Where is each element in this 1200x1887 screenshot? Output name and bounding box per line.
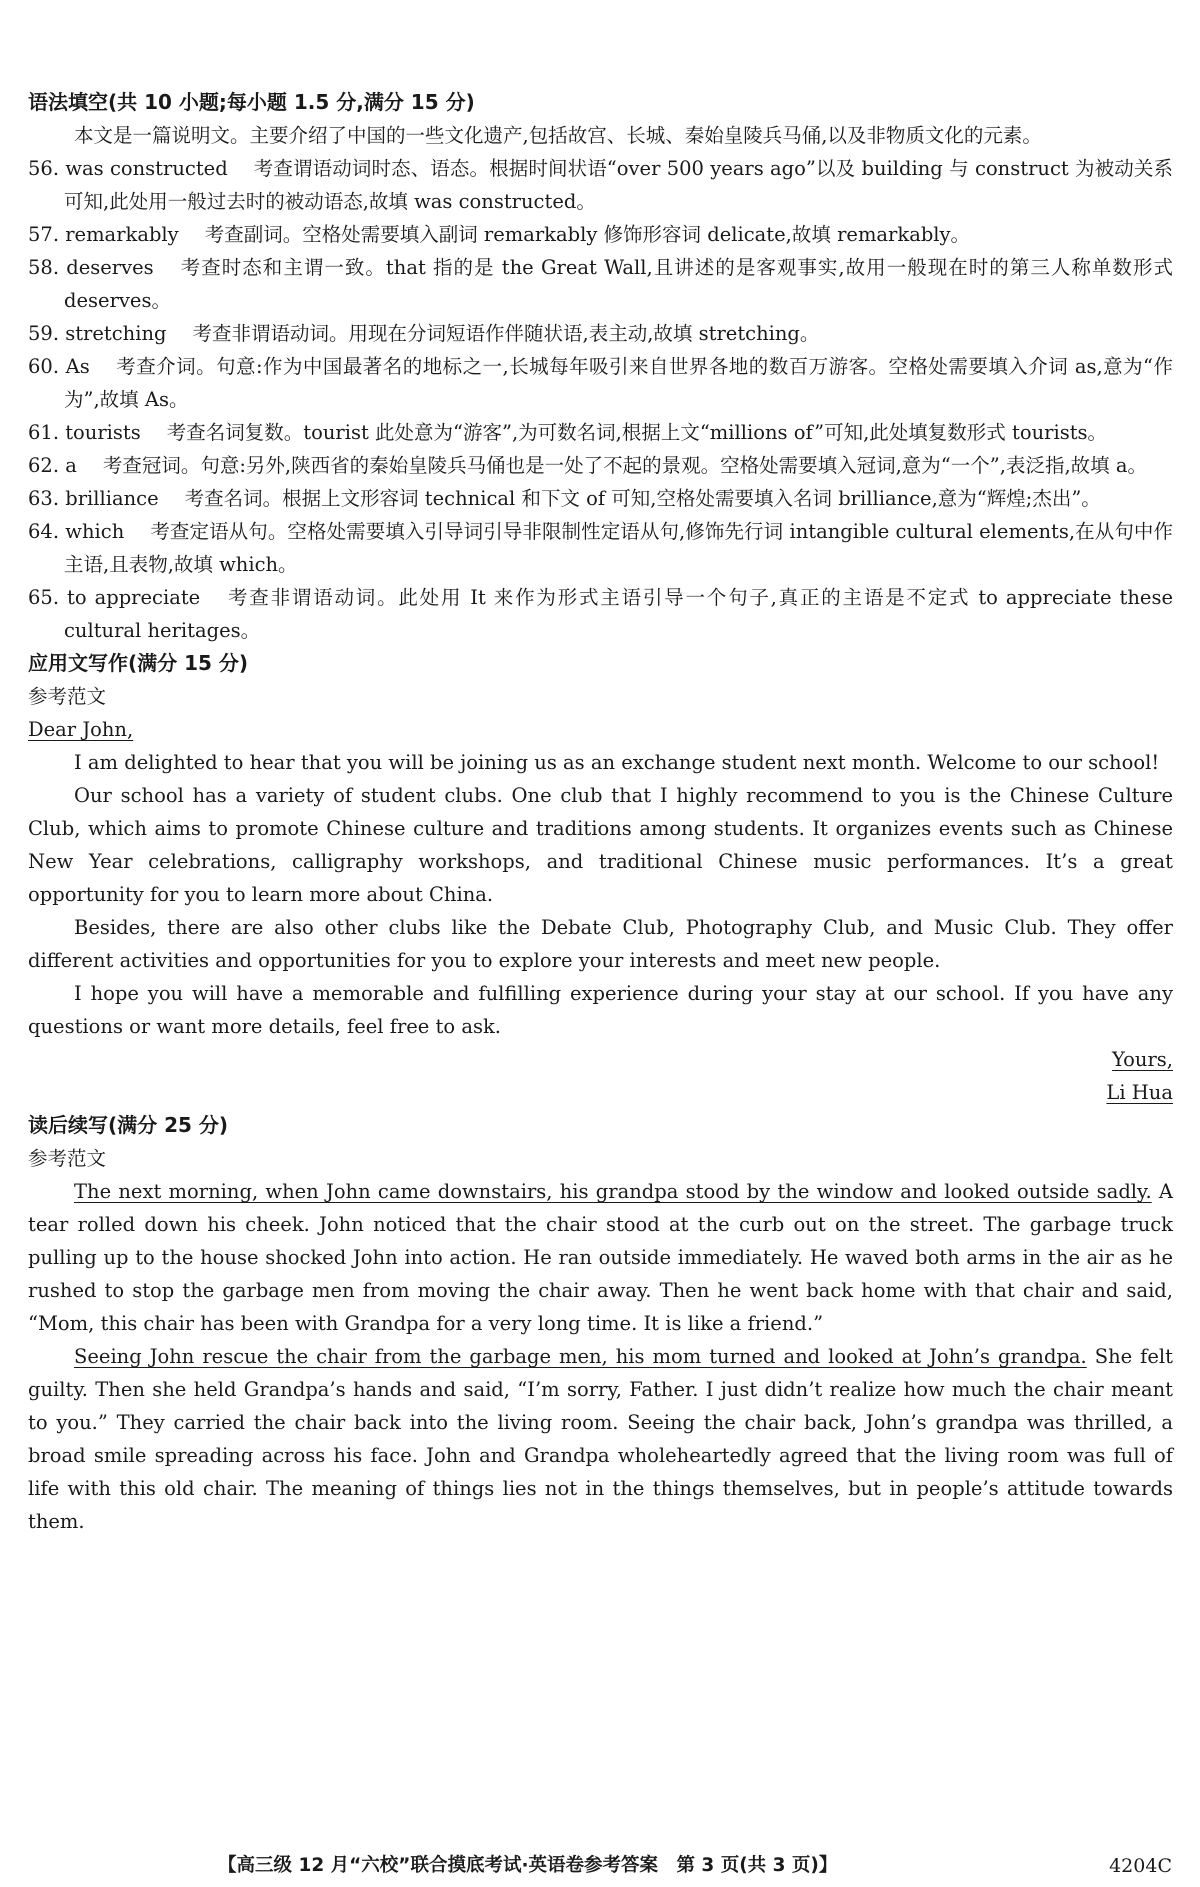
given-first-sentence: The next morning, when John came downstairs, his grandpa stood by the window and looked outside sadly. xyxy=(74,1180,1152,1203)
answer-item-62 xyxy=(28,449,1173,482)
letter-paragraph: Besides, there are also other clubs like the Debate Club, Photography Club, and Music Club. They offer different activities and opportunities for you to explore your interests and meet new people. xyxy=(28,916,1173,972)
page-footer xyxy=(0,1852,1200,1880)
given-first-sentence: Seeing John rescue the chair from the garbage men, his mom turned and looked at John’s grandpa. xyxy=(74,1345,1087,1368)
answer-item-61 xyxy=(28,416,1173,449)
continuation-sample-label: 参考范文 xyxy=(28,1147,107,1170)
answer-explanation: 考查非谓语动词。用现在分词短语作伴随状语,表主动,故填 stretching。 xyxy=(192,322,820,345)
letter-paragraph: Our school has a variety of student clubs. One club that I highly recommend to you is the Chinese Culture Club, which aims to promote Chinese culture and traditions among students. It organizes events such as Chinese New Year celebrations, calligraphy workshops, and traditional Chinese music performances. It’s a great opportunity for you to learn more about China. xyxy=(28,784,1173,906)
answer-key: 63. brilliance xyxy=(28,487,159,510)
grammar-intro: 本文是一篇说明文。主要介绍了中国的一些文化遗产,包括故宫、长城、秦始皇陵兵马俑,以及非物质文化的元素。 xyxy=(74,124,1042,147)
answer-item-56 xyxy=(28,152,1173,218)
answer-item-63 xyxy=(28,482,1173,515)
answer-item-65 xyxy=(28,581,1173,647)
grammar-answer-list xyxy=(28,152,1173,647)
answer-item-64 xyxy=(28,515,1173,581)
answer-key: 58. deserves xyxy=(28,256,154,279)
footer-title: 【高三级 12 月“六校”联合摸底考试·英语卷参考答案 第 3 页(共 3 页)】 xyxy=(218,1855,838,1876)
answer-page xyxy=(28,86,1173,1538)
answer-key: 62. a xyxy=(28,454,77,477)
answer-explanation: 考查谓语动词时态、语态。根据时间状语“over 500 years ago”以及 building 与 construct 为被动关系可知,此处用一般过去时的被动语态,故填 was constructed。 xyxy=(64,157,1173,213)
answer-item-58 xyxy=(28,251,1173,317)
letter-closing: Yours, xyxy=(1111,1048,1173,1071)
answer-explanation: 考查冠词。句意:另外,陕西省的秦始皇陵兵马俑也是一处了不起的景观。空格处需要填入冠词,意为“一个”,表泛指,故填 a。 xyxy=(102,454,1147,477)
answer-key: 61. tourists xyxy=(28,421,141,444)
letter-paragraph: I am delighted to hear that you will be joining us as an exchange student next month. Welcome to our school! xyxy=(74,751,1160,774)
practical-writing-section-title: 应用文写作(满分 15 分) xyxy=(28,651,249,675)
answer-explanation: 考查时态和主谓一致。that 指的是 the Great Wall,且讲述的是客观事实,故用一般现在时的第三人称单数形式 deserves。 xyxy=(64,256,1173,312)
answer-explanation: 考查副词。空格处需要填入副词 remarkably 修饰形容词 delicate,故填 remarkably。 xyxy=(204,223,971,246)
answer-explanation: 考查介词。句意:作为中国最著名的地标之一,长城每年吸引来自世界各地的数百万游客。空格处需要填入介词 as,意为“作为”,故填 As。 xyxy=(64,355,1173,411)
answer-key: 60. As xyxy=(28,355,90,378)
continuation-writing-section-title: 读后续写(满分 25 分) xyxy=(28,1113,229,1137)
answer-explanation: 考查定语从句。空格处需要填入引导词引导非限制性定语从句,修饰先行词 intangible cultural elements,在从句中作主语,且表物,故填 which。 xyxy=(64,520,1173,576)
footer-code: 4204C xyxy=(1109,1855,1172,1877)
answer-key: 64. which xyxy=(28,520,125,543)
continuation-paragraph-2 xyxy=(28,1340,1173,1538)
paragraph-body: A tear rolled down his cheek. John noticed that the chair stood at the curb out on the street. The garbage truck pulling up to the house shocked John into action. He ran outside immediately. He waved both arms in the air as he rushed to stop the garbage men from moving the chair away. Then he went back home with that chair and said, “Mom, this chair has been with Grandpa for a very long time. It is like a friend.” xyxy=(28,1180,1174,1335)
answer-explanation: 考查名词。根据上文形容词 technical 和下文 of 可知,空格处需要填入名词 brilliance,意为“辉煌;杰出”。 xyxy=(184,487,1101,510)
letter-paragraph: I hope you will have a memorable and fulfilling experience during your stay at our school. If you have any questions or want more details, feel free to ask. xyxy=(28,982,1173,1038)
answer-key: 56. was constructed xyxy=(28,157,228,180)
continuation-paragraph-1 xyxy=(28,1175,1173,1340)
answer-explanation: 考查名词复数。tourist 此处意为“游客”,为可数名词,根据上文“millions of”可知,此处填复数形式 tourists。 xyxy=(166,421,1108,444)
letter-signature: Li Hua xyxy=(1106,1081,1173,1104)
paragraph-body: She felt guilty. Then she held Grandpa’s hands and said, “I’m sorry, Father. I just didn’t realize how much the chair meant to you.” They carried the chair back into the living room. Seeing the chair back, John’s grandpa was thrilled, a broad smile spreading across his face. John and Grandpa wholeheartedly agreed that the living room was full of life with this old chair. The meaning of things lies not in the things themselves, but in people’s attitude towards them. xyxy=(28,1345,1173,1533)
answer-item-59 xyxy=(28,317,1173,350)
grammar-section-title: 语法填空(共 10 小题;每小题 1.5 分,满分 15 分) xyxy=(28,90,475,114)
letter-salutation: Dear John, xyxy=(28,718,134,741)
answer-key: 65. to appreciate xyxy=(28,586,201,609)
answer-key: 57. remarkably xyxy=(28,223,179,246)
answer-key: 59. stretching xyxy=(28,322,167,345)
answer-explanation: 考查非谓语动词。此处用 It 来作为形式主语引导一个句子,真正的主语是不定式 to appreciate these cultural heritages。 xyxy=(64,586,1173,642)
answer-item-60 xyxy=(28,350,1173,416)
answer-item-57 xyxy=(28,218,1173,251)
practical-sample-label: 参考范文 xyxy=(28,685,107,708)
